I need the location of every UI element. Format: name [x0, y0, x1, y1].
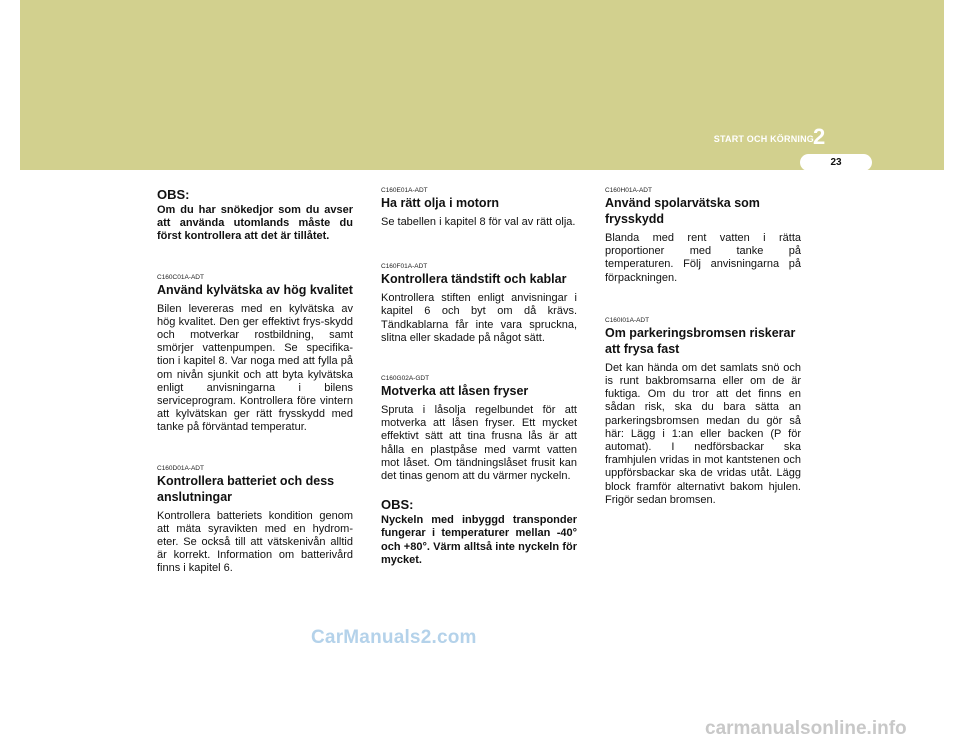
section-body: Det kan hända om det samlats snö och is runt bakbromsarna eller om de är fuktiga. Om du tror att det finns en sådan risk, ska du bara sätta an parkeringsbromsen medan du gör så här: Lägg i 1:an eller backen (P för automat). I nedförsbackar ska framhjulen vridas in mot kantstenen och uppförsbackar ska de vridas utåt. Lägg block framför alternativt bakom hjulen. Frigör sedan bromsen. — [605, 361, 801, 506]
section-label: START OCH KÖRNING — [713, 134, 814, 144]
section-heading: Om parkeringsbromsen riskerar att frysa fast — [605, 325, 796, 356]
section-code: C160D01A-ADT — [157, 464, 204, 472]
section-heading: Motverka att låsen fryser — [381, 384, 529, 399]
section-body: Spruta i låsolja regelbundet för att motverka att låsen fryser. Ett mycket effektivt sätt att tina frusna lås är att hålla en plastpåse med varmt vatten mot låset. Om tändningslåset frusit kan det tinas genom att du värmer nyckeln. — [381, 404, 577, 483]
column-middle — [381, 176, 577, 567]
section-code: C160H01A-ADT — [605, 187, 652, 194]
section-code: C160G02A-GDT — [381, 375, 430, 383]
column-left — [157, 176, 353, 576]
section-code: C160E01A-ADT — [381, 187, 428, 194]
section-code: C160C01A-ADT — [157, 273, 204, 281]
section-heading: Ha rätt olja i motorn — [381, 196, 500, 210]
column-right — [605, 176, 801, 507]
watermark-carmanualsonline[interactable]: carmanualsonline.info — [705, 718, 907, 739]
obs-title: OBS: — [381, 497, 414, 513]
page-number: 23 — [800, 154, 872, 171]
section-heading: Kontrollera batteriet och dess anslutningar — [157, 473, 335, 504]
section-body: Kontrollera stiften enligt anvisningar i kapitel 6 och byt om då krävs. Tändkablarna får inte vara spruckna, slitna eller skadade på något sätt. — [381, 292, 577, 344]
obs-title: OBS: — [157, 187, 190, 202]
section-code: C160F01A-ADT — [381, 263, 428, 271]
header-band — [20, 0, 944, 170]
section-code: C160I01A-ADT — [605, 316, 650, 324]
section-body: Blanda med rent vatten i rätta proportioner med tanke på temperaturen. Följ anvisningarna på förpackningen. — [605, 232, 801, 284]
section-body: Kontrollera batteriets kondition genom att mäta syravikten med en hydrom-eter. Se också till att vätskenivån alltid är korrekt. Information om batterivård finns i kapitel 6. — [157, 509, 353, 575]
obs-text: Nyckeln med inbyggd transponder fungerar i temperaturer mellan -40° och +80°. Värm alltså inte nyckeln för mycket. — [381, 514, 577, 566]
section-number: 2 — [813, 124, 826, 149]
section-heading: Använd spolarvätska som frysskydd — [605, 196, 760, 226]
obs-text: Om du har snökedjor som du avser att använda utomlands måste du först kontrollera att det är tillåtet. — [157, 204, 353, 243]
section-body: Se tabellen i kapitel 8 för val av rätt olja. — [381, 216, 576, 228]
section-body: Bilen levereras med en kylvätska av hög kvalitet. Den ger effektivt frys-skydd och motverkar rostbildning, samt smörjer vattenpumpen. Se specifika-tion i kapitel 8. Var noga med att fylla på om nivån sjunkit och att byta kylvätska enligt anvisningarna i bilens serviceprogram. Kontrollera före vintern att kylvätskan ger rätt frysskydd med tanke på förväntad temperatur. — [157, 302, 353, 434]
section-heading: Kontrollera tändstift och kablar — [381, 272, 567, 287]
watermark-carmanuals2[interactable]: CarManuals2.com — [311, 627, 477, 648]
section-heading: Använd kylvätska av hög kvalitet — [157, 282, 353, 297]
